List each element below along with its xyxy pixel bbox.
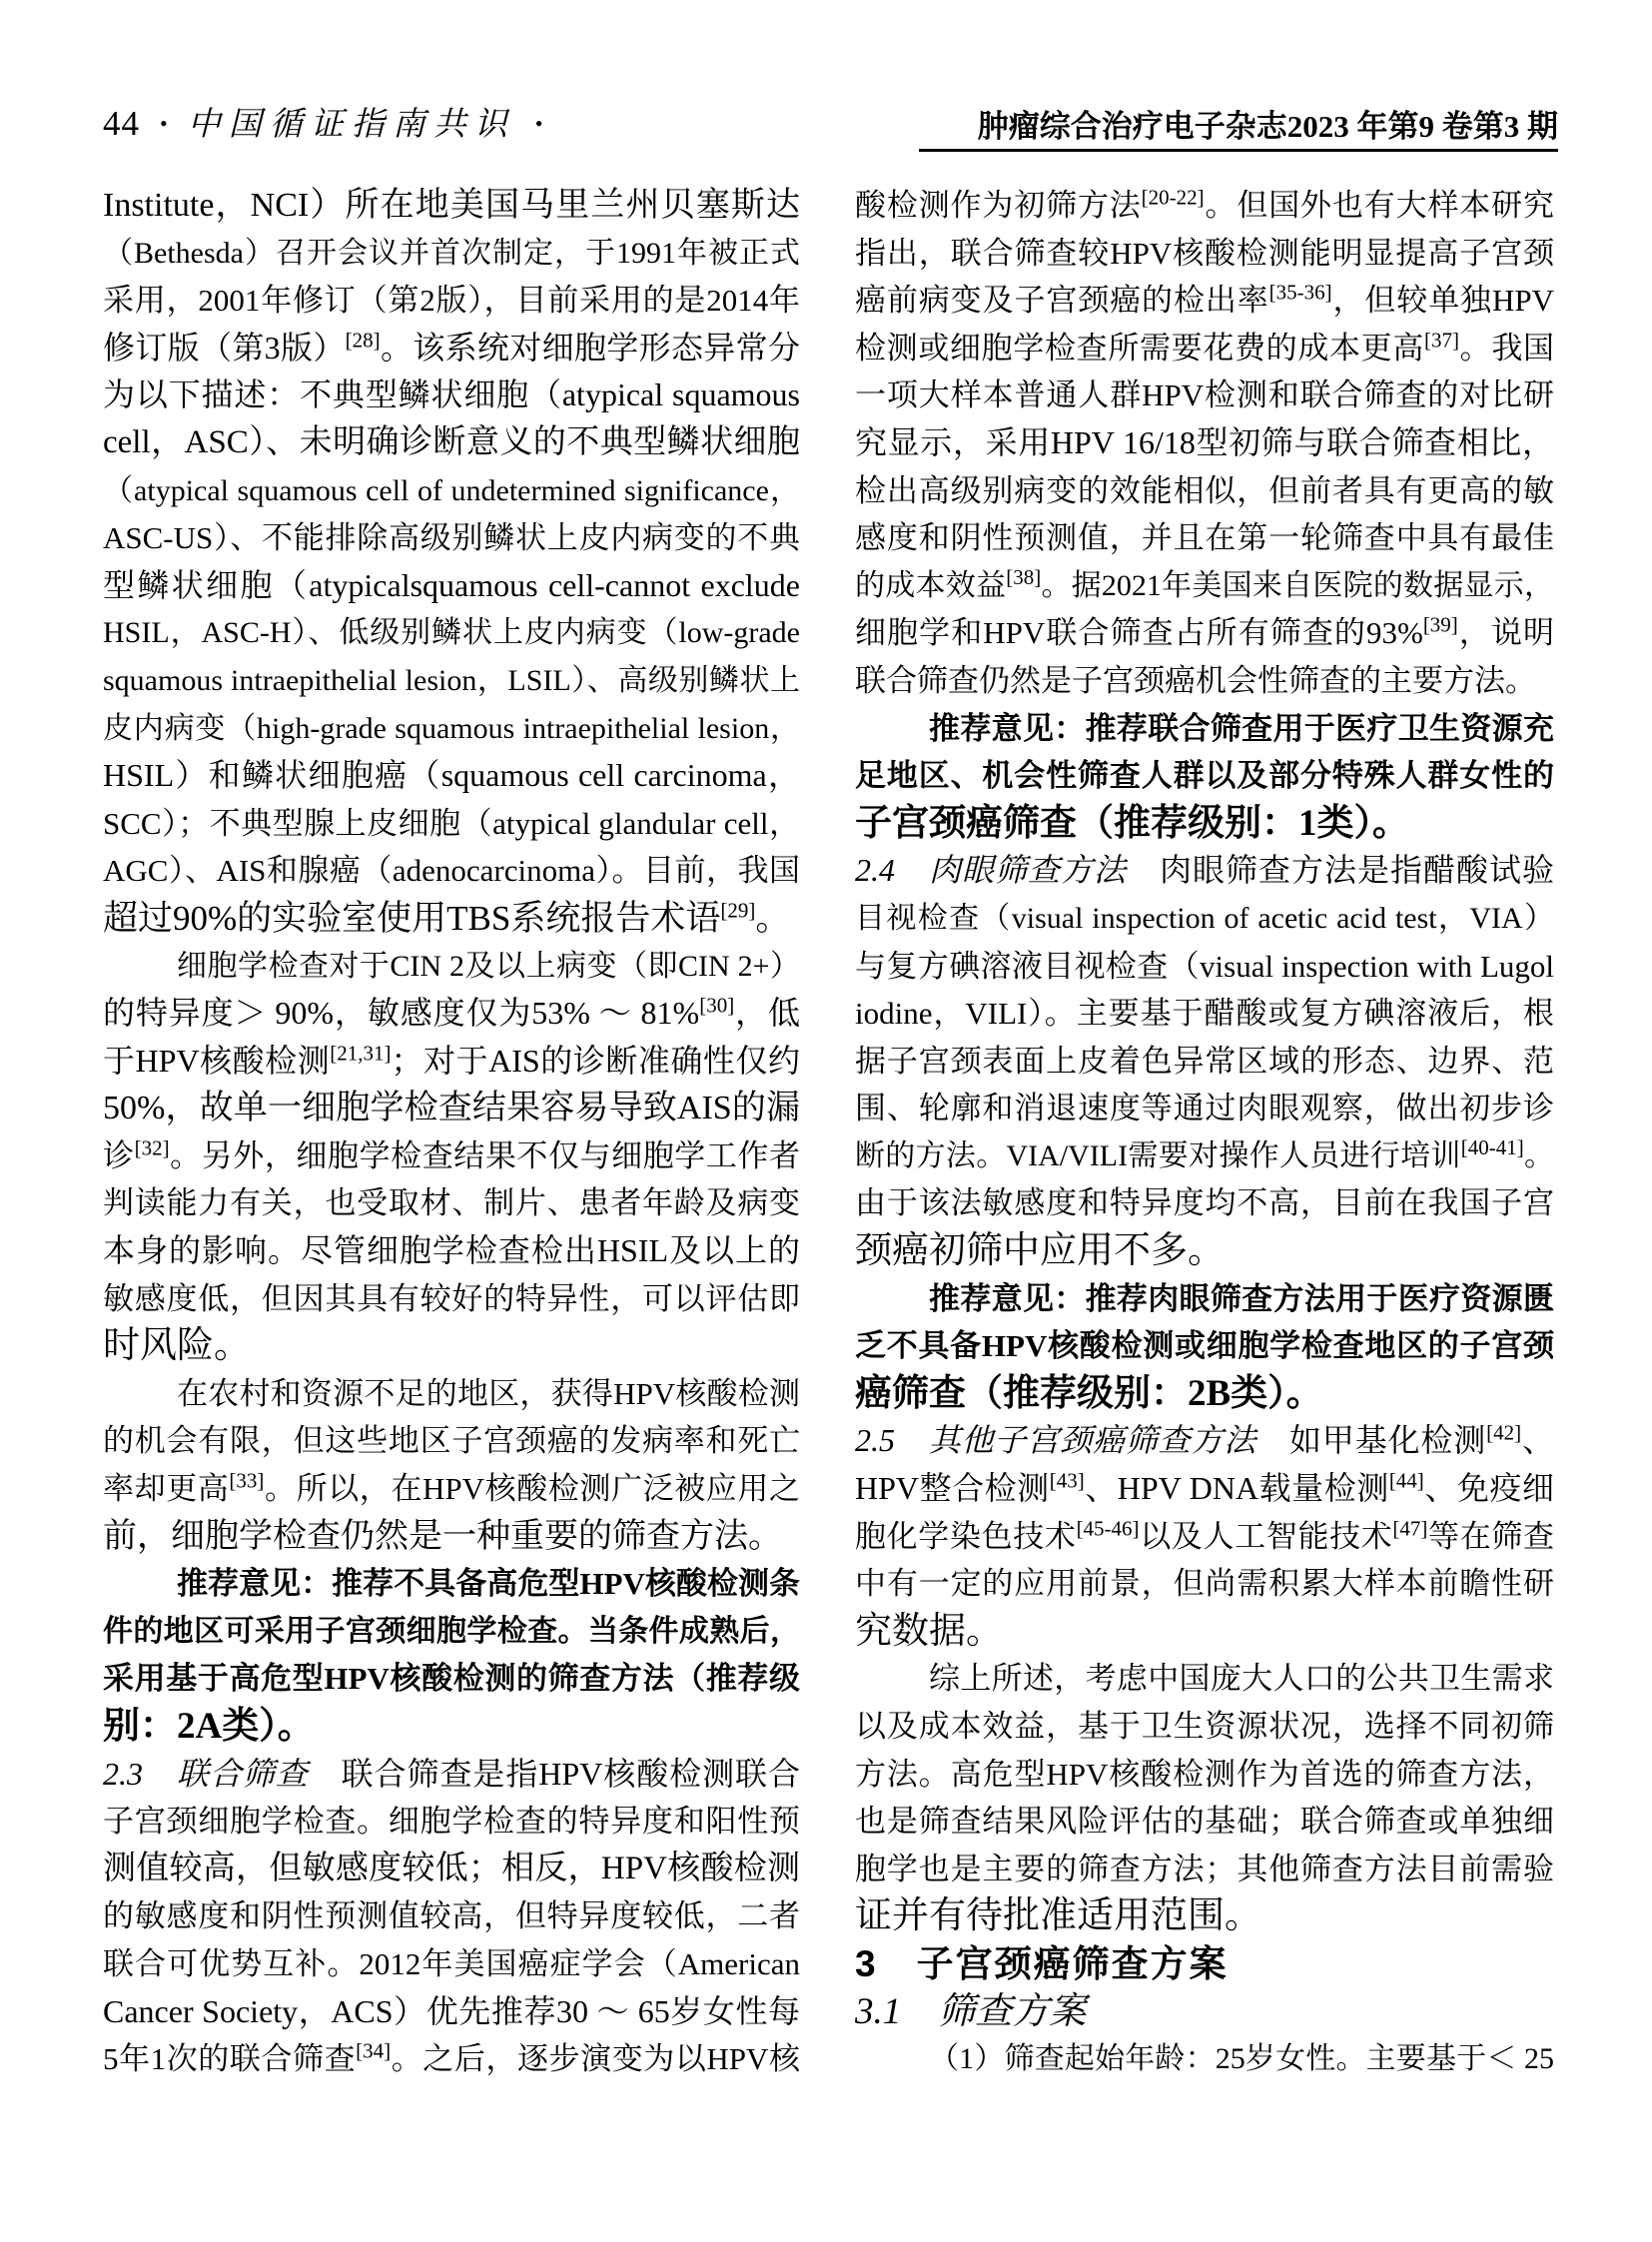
text-segment: 围、轮廓和消退速度等通过肉眼观察，做出初步诊 (855, 1091, 1554, 1126)
text-segment: 、HPV DNA载量检测 (1084, 1470, 1389, 1507)
text-segment: ，说明 (1457, 615, 1554, 651)
text-line (855, 895, 1554, 943)
text-line (103, 1038, 800, 1086)
text-line (855, 1465, 1554, 1513)
text-segment: 据子宫颈表面上皮着色异常区域的形态、边界、范 (855, 1043, 1554, 1079)
journal-section-title: 中国循证指南共识 (187, 107, 515, 143)
text-segment: 于HPV核酸检测 (103, 1042, 331, 1079)
citation-ref: [43] (1049, 1468, 1085, 1493)
text-line (855, 2035, 1554, 2083)
text-segment: 酸检测作为初筛方法 (855, 188, 1142, 223)
bullet-icon: • (534, 111, 543, 136)
text-line (855, 514, 1554, 562)
text-line (103, 1465, 800, 1513)
text-line (855, 1038, 1554, 1086)
text-segment: 前，细胞学检查仍然是一种重要的筛查方法。 (103, 1517, 782, 1555)
text-segment: 率却更高 (103, 1471, 230, 1507)
text-line (103, 1227, 800, 1275)
text-line (855, 800, 1554, 848)
text-line (103, 1560, 800, 1608)
text-line (103, 1179, 800, 1227)
text-segment: 型鳞状细胞（atypicalsquamous cell-cannot exclude (103, 566, 800, 603)
text-segment: 究数据。 (855, 1610, 1003, 1652)
text-line (855, 847, 1554, 895)
text-segment: 目视检查（visual inspection of acetic acid test，VIA） (855, 901, 1554, 935)
text-segment: 以及人工智能技术 (1139, 1518, 1393, 1554)
text-segment: 检测或细胞学检查所需要花费的成本更高 (855, 330, 1424, 366)
text-line (103, 230, 800, 278)
text-segment: 本身的影响。尽管细胞学检查检出HSIL及以上的 (103, 1232, 800, 1269)
text-line (855, 1703, 1554, 1751)
text-line (103, 1322, 800, 1370)
text-segment: 联合可优势互补。2012年美国癌症学会（American (103, 1945, 800, 1981)
text-line (855, 1798, 1554, 1846)
text-segment: 也是筛查结果风险评估的基础；联合筛查或单独细 (855, 1804, 1554, 1840)
text-line (855, 943, 1554, 991)
text-segment: 胞化学染色技术 (855, 1518, 1077, 1554)
citation-ref: [21,31] (330, 1041, 392, 1066)
text-segment: 。据2021年美国来自医院的数据显示， (1041, 568, 1554, 602)
text-segment: HPV整合检测 (855, 1470, 1050, 1507)
text-segment: 足地区、机会性筛查人群以及部分特殊人群女性的 (855, 758, 1554, 794)
text-line (103, 325, 800, 373)
text-segment: 中有一定的应用前景，但尚需积累大样本前瞻性研 (855, 1566, 1554, 1602)
citation-ref: [35-36] (1268, 280, 1332, 305)
text-segment: 的成本效益 (855, 568, 1007, 602)
text-line (103, 752, 800, 800)
page-number: 44 (103, 104, 140, 143)
text-segment: 时风险。 (103, 1325, 251, 1367)
text-line (103, 1608, 800, 1656)
text-line (855, 1322, 1554, 1370)
text-line (855, 1892, 1554, 1940)
text-segment: 肉眼筛查方法是指醋酸试验 (1127, 852, 1554, 889)
text-line (855, 467, 1554, 515)
text-line (103, 1798, 800, 1846)
text-line (855, 1085, 1554, 1132)
text-segment: 。之后，逐步演变为以HPV核 (391, 2041, 800, 2077)
text-segment: 综上所述，考虑中国庞大人口的公共卫生需求 (929, 1661, 1554, 1697)
text-segment: 采用基于高危型HPV核酸检测的筛查方法（推荐级 (103, 1661, 800, 1697)
text-segment: 乏不具备HPV核酸检测或细胞学检查地区的子宫颈 (855, 1328, 1554, 1364)
citation-ref: [20-22] (1141, 185, 1205, 210)
text-line (855, 562, 1554, 610)
text-segment: 由于该法敏感度和特异度均不高，目前在我国子宫 (855, 1185, 1554, 1221)
text-line (103, 1655, 800, 1703)
text-segment: 采用，2001年修订（第2版），目前采用的是2014年 (103, 283, 800, 319)
text-line (103, 1275, 800, 1323)
text-segment: 检出高级别病变的效能相似，但前者具有更高的敏 (855, 472, 1554, 508)
text-line (855, 325, 1554, 373)
citation-ref: [40-41] (1460, 1134, 1524, 1159)
text-segment: ；对于AIS的诊断准确性仅约 (391, 1042, 800, 1079)
text-line (103, 182, 800, 230)
text-segment: 推荐意见：推荐不具备高危型HPV核酸检测条 (177, 1566, 800, 1602)
header-rule (919, 149, 1558, 152)
text-segment: ，低 (734, 995, 800, 1032)
text-segment: 推荐意见：推荐联合筛查用于医疗卫生资源充 (929, 710, 1554, 746)
bullet-icon: • (160, 111, 168, 136)
text-line (103, 1846, 800, 1893)
text-segment: 判读能力有关，也受取材、制片、患者年龄及病变 (103, 1185, 800, 1221)
text-line (103, 1751, 800, 1799)
text-segment: 为以下描述：不典型鳞状细胞（atypical squamous (103, 376, 800, 413)
citation-ref: [33] (229, 1468, 265, 1493)
text-line (855, 1179, 1554, 1227)
text-segment: （atypical squamous cell of undetermined significance， (103, 473, 800, 507)
text-segment: 。 (755, 898, 791, 938)
text-segment: 件的地区可采用子宫颈细胞学检查。当条件成熟后， (103, 1614, 800, 1648)
text-line (103, 895, 800, 943)
text-segment: AGC）、AIS和腺癌（adenocarcinoma）。目前，我国 (103, 853, 800, 889)
citation-ref: [44] (1388, 1468, 1424, 1493)
text-segment: 修订版（第3版） (103, 329, 346, 366)
citation-ref: [28] (345, 328, 381, 353)
text-segment: 等在筛查 (1427, 1518, 1554, 1554)
text-segment: （1）筛查起始年龄：25岁女性。主要基于＜ 25 (929, 2042, 1554, 2076)
text-segment: 方法。高危型HPV核酸检测作为首选的筛查方法， (855, 1756, 1554, 1792)
text-line (103, 2035, 800, 2083)
citation-ref: [29] (720, 898, 756, 923)
text-segment: 超过90%的实验室使用TBS系统报告术语 (103, 898, 721, 938)
text-line (855, 1655, 1554, 1703)
text-segment: 别：2A类）。 (103, 1706, 315, 1747)
text-line (103, 514, 800, 562)
text-segment: 究显示，采用HPV 16/18型初筛与联合筛查相比， (855, 423, 1554, 460)
text-line (855, 230, 1554, 278)
text-line (855, 182, 1554, 230)
section-title: 2.4 肉眼筛查方法 (855, 852, 1127, 889)
section-title: 2.5 其他子宫颈癌筛查方法 (855, 1422, 1257, 1459)
text-segment: Institute，NCI）所在地美国马里兰州贝塞斯达 (103, 187, 800, 224)
text-line (103, 847, 800, 895)
text-line (855, 419, 1554, 467)
text-line (855, 1940, 1554, 1988)
text-line (103, 1988, 800, 2036)
text-line (855, 1988, 1554, 2036)
journal-info: 肿瘤综合治疗电子杂志2023 年第9 卷第3 期 (977, 109, 1558, 144)
text-line (103, 990, 800, 1038)
text-segment: 。但国外也有大样本研究 (1204, 188, 1554, 223)
text-segment: （Bethesda）召开会议并首次制定，于1991年被正式 (103, 236, 800, 270)
text-line (855, 1275, 1554, 1323)
text-line (855, 1846, 1554, 1893)
text-segment: 。我国 (1459, 330, 1554, 366)
text-segment: SCC）；不典型腺上皮细胞（atypical glandular cell， (103, 805, 800, 841)
text-line (855, 752, 1554, 800)
text-segment: 皮内病变（high-grade squamous intraepithelial lesion， (103, 711, 800, 745)
text-segment: HSIL）和鳞状细胞癌（squamous cell carcinoma， (103, 757, 800, 794)
text-line (103, 657, 800, 705)
text-line (855, 1370, 1554, 1418)
text-segment: 联合筛查仍然是子宫颈癌机会性筛查的主要方法。 (855, 662, 1536, 698)
left-column (103, 182, 800, 2083)
citation-ref: [37] (1424, 328, 1459, 353)
text-segment: 感度和阴性预测值，并且在第一轮筛查中具有最佳 (855, 520, 1554, 556)
text-line (855, 1513, 1554, 1561)
text-line (855, 657, 1554, 705)
text-segment: 3 子宫颈癌筛查方案 (855, 1942, 1229, 1984)
citation-ref: [42] (1486, 1420, 1522, 1445)
right-column (855, 182, 1554, 2083)
section-title: 2.3 联合筛查 (103, 1755, 309, 1792)
text-segment: 。所以，在HPV核酸检测广泛被应用之 (264, 1471, 800, 1507)
text-segment: 诊 (103, 1137, 135, 1173)
text-line (103, 705, 800, 753)
text-line (103, 1132, 800, 1180)
text-segment: 推荐意见：推荐肉眼筛查方法用于医疗资源匮 (929, 1280, 1554, 1316)
text-segment: 以及成本效益，基于卫生资源状况，选择不同初筛 (855, 1709, 1554, 1744)
text-segment: 。 (1523, 1138, 1554, 1172)
text-segment: 如甲基化检测 (1256, 1422, 1487, 1459)
text-line (103, 1417, 800, 1465)
text-line (103, 467, 800, 515)
citation-ref: [34] (356, 2038, 392, 2063)
text-segment: 、免疫细 (1423, 1470, 1554, 1507)
text-segment: Cancer Society，ACS）优先推荐30 ～ 65岁女性每 (103, 1992, 800, 2029)
text-segment: 敏感度低，但因其具有较好的特异性，可以评估即 (103, 1280, 800, 1316)
text-segment: 测值较高，但敏感度较低；相反，HPV核酸检测 (103, 1850, 800, 1886)
text-line (855, 1417, 1554, 1465)
text-segment: 子宫颈癌筛查（推荐级别：1类）。 (855, 802, 1409, 844)
text-segment: 子宫颈细胞学检查。细胞学检查的特异度和阳性预 (103, 1804, 800, 1840)
text-line (103, 609, 800, 657)
citation-ref: [32] (134, 1135, 170, 1160)
text-segment: 的机会有限，但这些地区子宫颈癌的发病率和死亡 (103, 1423, 800, 1459)
text-line (103, 1703, 800, 1751)
text-segment: 。该系统对细胞学形态异常分 (380, 329, 800, 366)
page-header-left (103, 98, 542, 145)
text-segment: HSIL，ASC-H）、低级别鳞状上皮内病变（low-grade (103, 616, 800, 650)
text-segment: 与复方碘溶液目视检查（visual inspection with Lugol (855, 948, 1554, 984)
text-segment: 癌筛查（推荐级别：2B类）。 (855, 1372, 1323, 1414)
text-segment: squamous intraepithelial lesion，LSIL）、高级别鳞状上 (103, 663, 800, 697)
text-line (103, 943, 800, 991)
text-line (103, 800, 800, 848)
text-segment: 的敏感度和阴性预测值较高，但特异度较低，二者 (103, 1898, 800, 1934)
text-line (103, 1370, 800, 1418)
text-segment: 断的方法。VIA/VILI需要对操作人员进行培训 (855, 1138, 1461, 1172)
text-line (103, 277, 800, 325)
text-line (103, 1892, 800, 1940)
citation-ref: [30] (699, 993, 735, 1018)
text-line (855, 990, 1554, 1038)
text-segment: iodine，VILI）。主要基于醋酸或复方碘溶液后，根 (855, 996, 1554, 1032)
text-line (103, 1513, 800, 1561)
text-segment: 细胞学和HPV联合筛查占所有筛查的93% (855, 615, 1423, 651)
text-segment: 细胞学检查对于CIN 2及以上病变（即CIN 2+） (177, 949, 800, 983)
citation-ref: [38] (1006, 564, 1042, 589)
text-line (103, 562, 800, 610)
text-segment: 50%，故单一细胞学检查结果容易导致AIS的漏 (103, 1090, 800, 1127)
text-segment: 5年1次的联合筛查 (103, 2041, 357, 2077)
text-line (103, 419, 800, 467)
text-line (855, 277, 1554, 325)
text-line (855, 1227, 1554, 1275)
text-line (855, 1132, 1554, 1180)
text-line (855, 1608, 1554, 1656)
citation-ref: [45-46] (1076, 1516, 1140, 1541)
text-line (855, 1751, 1554, 1799)
text-segment: ，但较单独HPV (1331, 283, 1554, 319)
text-segment: 癌前病变及子宫颈癌的检出率 (855, 283, 1269, 319)
text-segment: 一项大样本普通人群HPV检测和联合筛查的对比研 (855, 377, 1554, 413)
section-title: 3.1 筛查方案 (855, 1990, 1087, 2032)
text-segment: ASC-US）、不能排除高级别鳞状上皮内病变的不典 (103, 520, 800, 556)
text-line (855, 1560, 1554, 1608)
text-segment: 证并有待批准适用范围。 (855, 1895, 1261, 1937)
text-segment: 、 (1521, 1422, 1554, 1459)
text-line (855, 372, 1554, 419)
text-segment: 颈癌初筛中应用不多。 (855, 1230, 1225, 1272)
text-segment: 。另外，细胞学检查结果不仅与细胞学工作者 (169, 1137, 800, 1173)
text-line (103, 372, 800, 419)
text-segment: 在农村和资源不足的地区，获得HPV核酸检测 (177, 1375, 800, 1411)
text-line (855, 609, 1554, 657)
text-segment: 的特异度＞ 90%，敏感度仅为53% ～ 81% (103, 995, 700, 1032)
text-line (103, 1940, 800, 1988)
text-segment: 联合筛查是指HPV核酸检测联合 (308, 1755, 800, 1792)
text-segment: 胞学也是主要的筛查方法；其他筛查方法目前需验 (855, 1851, 1554, 1886)
text-line (855, 705, 1554, 753)
text-line (103, 1085, 800, 1132)
text-segment: cell，ASC）、未明确诊断意义的不典型鳞状细胞 (103, 423, 800, 460)
text-segment: 指出，联合筛查较HPV核酸检测能明显提高子宫颈 (855, 235, 1554, 271)
citation-ref: [47] (1392, 1516, 1428, 1541)
citation-ref: [39] (1422, 613, 1458, 638)
